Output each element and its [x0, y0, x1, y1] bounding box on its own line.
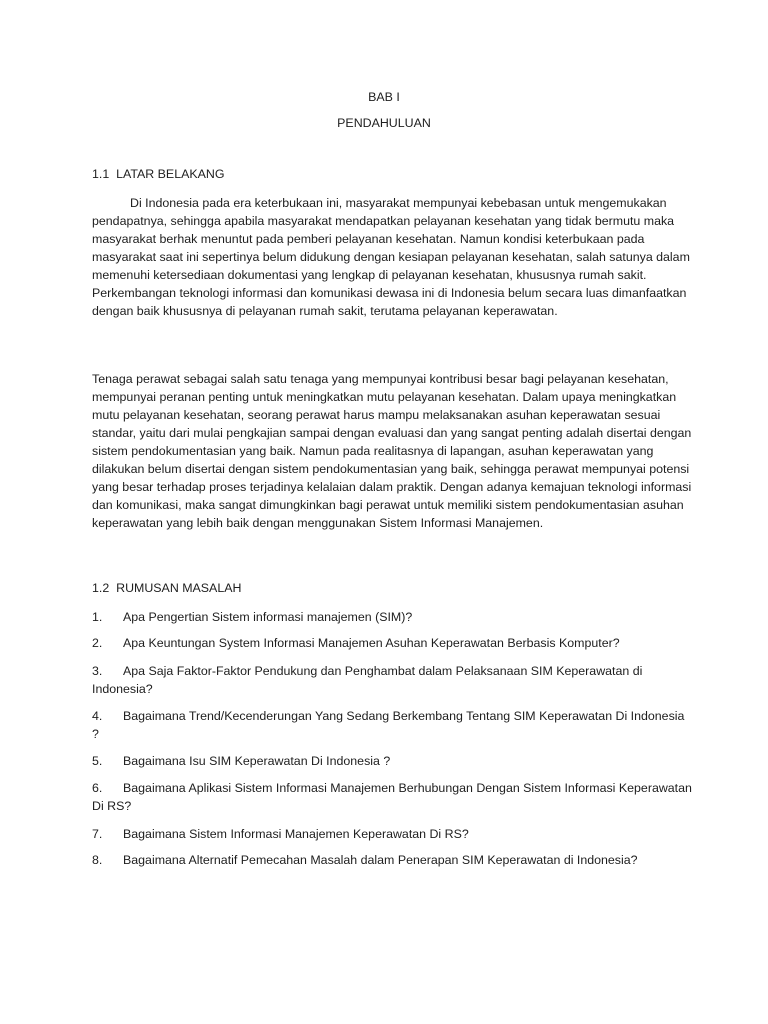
- chapter-title: PENDAHULUAN: [337, 116, 431, 130]
- section-number: 1.2: [92, 581, 110, 595]
- section-heading-latar-belakang: [92, 167, 224, 181]
- list-item: 7. Bagaimana Sistem Informasi Manajemen Keperawatan Di RS?: [92, 827, 469, 841]
- section-title: RUMUSAN MASALAH: [116, 581, 242, 595]
- list-item: 1. Apa Pengertian Sistem informasi manajemen (SIM)?: [92, 610, 413, 624]
- section-number: 1.1: [92, 167, 110, 181]
- paragraph-2: Tenaga perawat sebagai salah satu tenaga yang mempunyai kontribusi besar bagi pelayanan kesehatan, mempunyai peranan penting untuk meningkatkan mutu pelayanan kesehatan. Dalam upaya meningkatkan mutu pelayanan kesehatan, seorang perawat harus mampu melaksanakan asuhan keperawatan sesuai standar, yaitu dari mulai pengkajian sampai dengan evaluasi dan yang sangat penting adalah disertai dengan sistem pendokumentasian yang baik. Namun pada realitasnya di lapangan, asuhan keperawatan yang dilakukan belum disertai dengan sistem pendokumentasian yang baik, sehingga perawat mempunyai potensi yang besar terhadap proses terjadinya kelalaian dalam praktik. Dengan adanya kemajuan teknologi informasi dan komunikasi, maka sangat dimungkinkan bagi perawat untuk memiliki sistem pendokumentasian asuhan keperawatan yang lebih baik dengan menggunakan Sistem Informasi Manajemen.: [92, 372, 692, 530]
- list-item: 5. Bagaimana Isu SIM Keperawatan Di Indonesia ?: [92, 754, 391, 768]
- list-item: 2. Apa Keuntungan System Informasi Manajemen Asuhan Keperawatan Berbasis Komputer?: [92, 636, 620, 650]
- list-item: 6. Bagaimana Aplikasi Sistem Informasi Manajemen Berhubungan Dengan Sistem Informasi Keperawatan Di RS?: [92, 781, 692, 813]
- list-item: 3. Apa Saja Faktor-Faktor Pendukung dan Penghambat dalam Pelaksanaan SIM Keperawatan di Indonesia?: [92, 664, 643, 696]
- paragraph-1: Di Indonesia pada era keterbukaan ini, masyarakat mempunyai kebebasan untuk mengemukakan pendapatnya, sehingga apabila masyarakat mendapatkan pelayanan kesehatan yang tidak bermutu maka masyarakat berhak menuntut pada pemberi pelayanan kesehatan. Namun kondisi keterbukaan pada masyarakat saat ini sepertinya belum didukung dengan kesiapan pelayanan kesehatan, salah satunya dalam memenuhi ketersediaan dokumentasi yang lengkap di pelayanan kesehatan, khususnya rumah sakit. Perkembangan teknologi informasi dan komunikasi dewasa ini di Indonesia belum secara luas dimanfaatkan dengan baik khususnya di pelayanan rumah sakit, terutama pelayanan keperawatan.: [92, 196, 690, 318]
- section-heading-rumusan-masalah: [92, 581, 241, 595]
- list-item: 8. Bagaimana Alternatif Pemecahan Masalah dalam Penerapan SIM Keperawatan di Indonesia?: [92, 853, 638, 867]
- chapter-number: BAB I: [368, 90, 400, 104]
- section-title: LATAR BELAKANG: [116, 167, 225, 181]
- list-item: 4. Bagaimana Trend/Kecenderungan Yang Sedang Berkembang Tentang SIM Keperawatan Di Indonesia ?: [92, 709, 685, 741]
